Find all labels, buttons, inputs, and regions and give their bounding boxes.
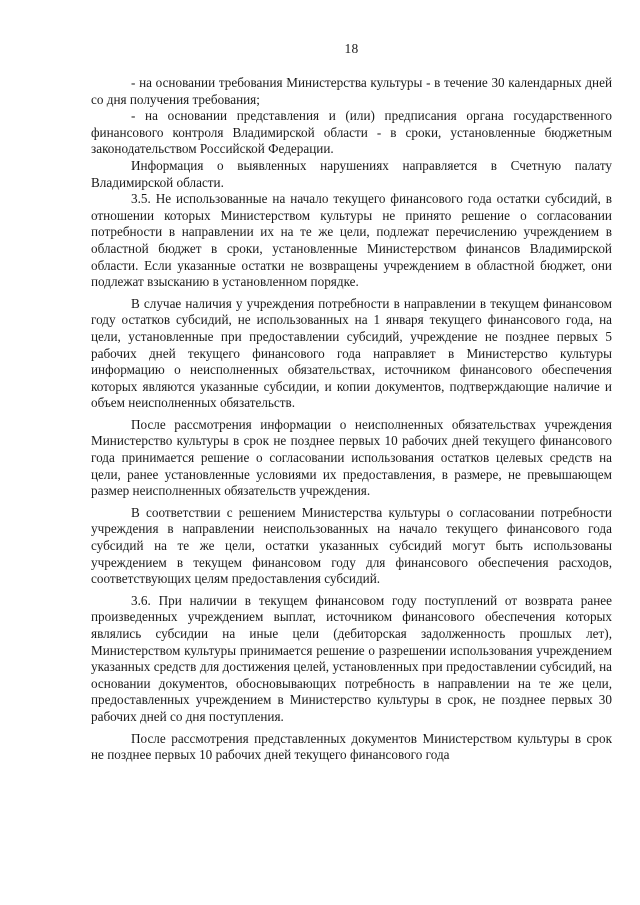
paragraph-bullet-requirement: - на основании требования Министерства культуры - в течение 30 календарных дней со дня получения требования;	[91, 75, 612, 107]
paragraph-decision-use: В соответствии с решением Министерства культуры о согласовании потребности учреждения в направлении неиспользованных на начало текущего финансового года субсидий на те же цели, остатки указанных субсидий могут быть использованы учреждением в текущем финансовом году для финансового обеспечения расходов, соответствующих целям предоставления субсидий.	[91, 504, 612, 587]
paragraph-after-review: После рассмотрения представленных документов Министерством культуры в срок не позднее первых 10 рабочих дней текущего финансового года	[91, 730, 612, 763]
paragraph-remaining-needs: В случае наличия у учреждения потребности в направлении в текущем финансовом году остатков субсидий, не использованных на 1 января текущего финансового года, на цели, установленные при предоставлении субсидий, учреждение не позднее первых 5 рабочих дней текущего финансового года направляет в Министерство культуры информацию о неисполненных обязательствах, источником финансового обеспечения которых являются указанные субсидии, и копии документов, подтверждающие наличие и объем неисполненных обязательств.	[91, 295, 612, 411]
paragraph-bullet-prescription: - на основании представления и (или) предписания органа государственного финансового контроля Владимирской области - в сроки, установленные бюджетным законодательством Российской Федерации.	[91, 108, 612, 157]
document-body	[91, 75, 612, 764]
page-number: 18	[344, 41, 359, 56]
paragraph-section-3-6: 3.6. При наличии в текущем финансовом году поступлений от возврата ранее произведенных учреждением выплат, источником финансового обеспечения которых являлись субсидии на иные цели (дебиторская задолженность прошлых лет), Министерством культуры принимается решение о разрешении использования учреждением указанных средств для достижения целей, установленных при предоставлении субсидий, на основании документов, обосновывающих потребность в направлении на те же цели, предоставленных учреждением в Министерство культуры в срок, не позднее первых 30 рабочих дней со дня поступления.	[91, 592, 612, 724]
paragraph-section-3-5: 3.5. Не использованные на начало текущего финансового года остатки субсидий, в отношении которых Министерством культуры не принято решение о согласовании потребности в направлении их на те же цели, подлежат перечислению учреждением в областной бюджет в сроки, установленные Министерством финансов Владимирской области. Если указанные остатки не возвращены учреждением в областной бюджет, они подлежат взысканию в установленном порядке.	[91, 191, 612, 290]
paragraph-review-obligations: После рассмотрения информации о неисполненных обязательствах учреждения Министерство культуры в срок не позднее первых 10 рабочих дней текущего финансового года принимается решение о согласовании использования остатков целевых средств на цели, ранее установленные условиями их предоставления, в размере, не превышающем размер неисполненных обязательств учреждения.	[91, 416, 612, 499]
paragraph-violations-info: Информация о выявленных нарушениях направляется в Счетную палату Владимирской области.	[91, 157, 612, 190]
